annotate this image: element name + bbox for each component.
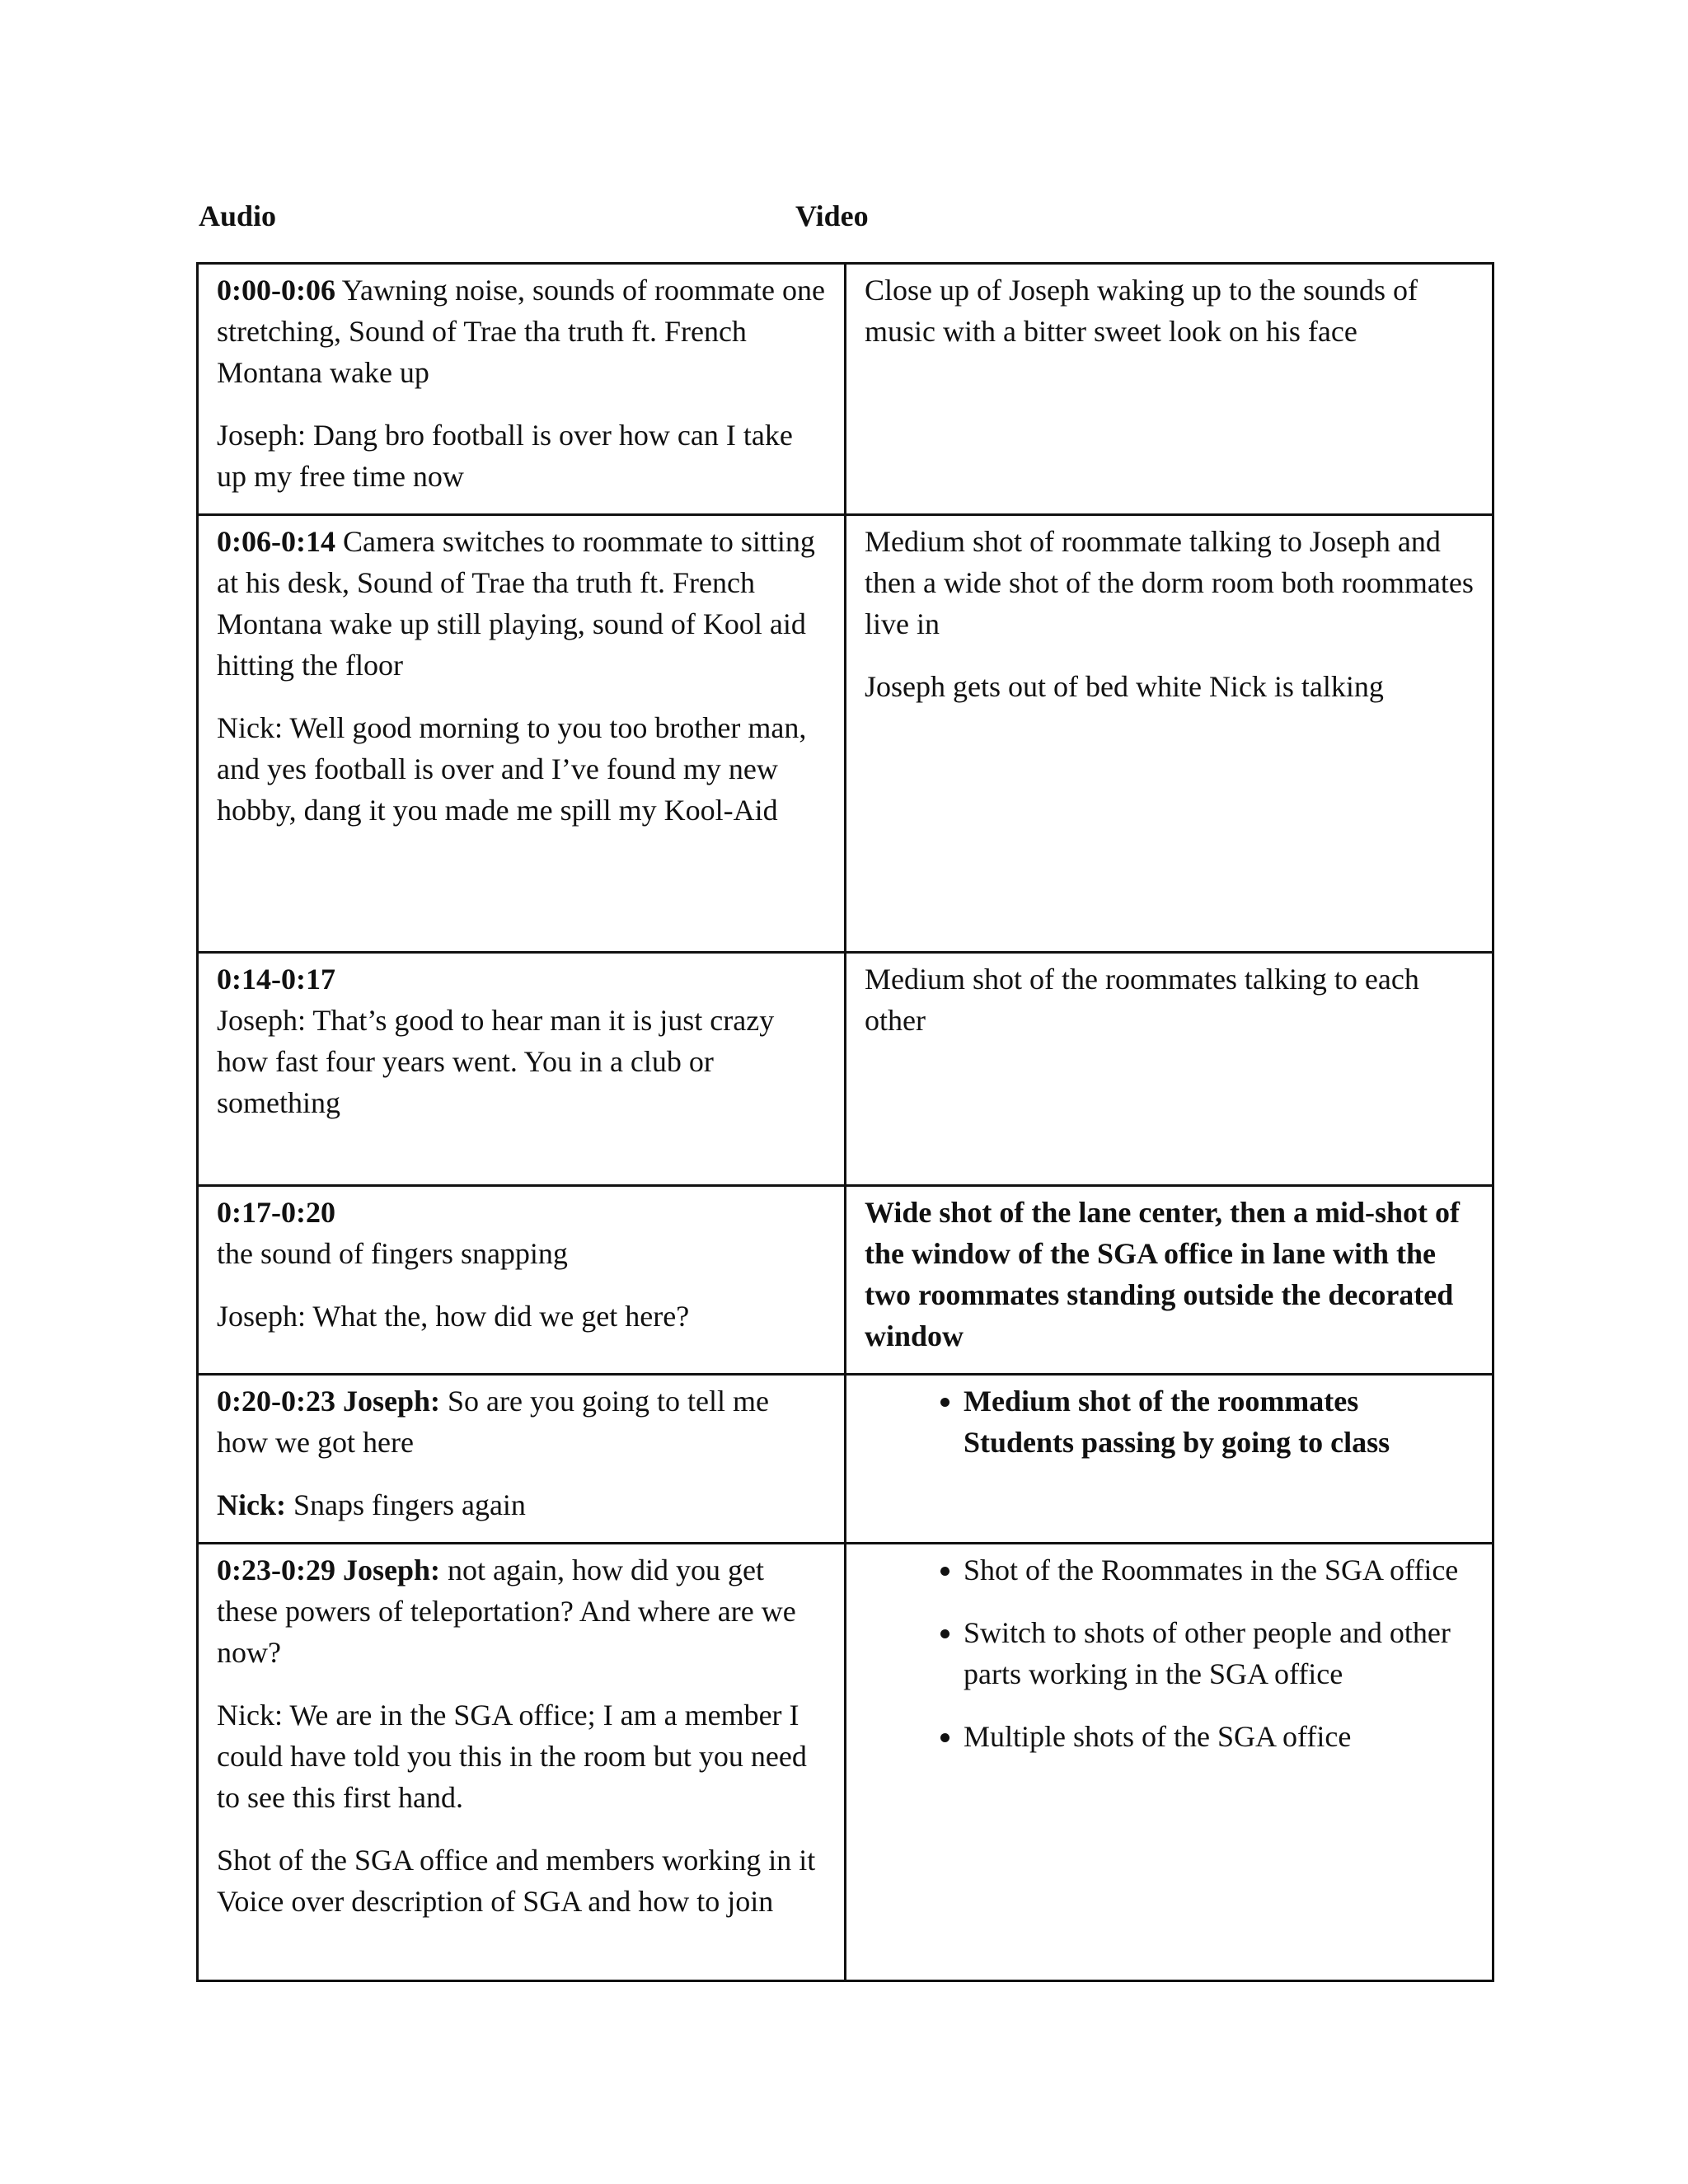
video-bullet: • Shot of the Roommates in the SGA office (964, 1549, 1474, 1591)
video-bullet: • Medium shot of the roommates Students passing by going to class (964, 1380, 1474, 1463)
audio-column-heading: Audio (199, 199, 277, 232)
dialogue-text: So are you going to tell me how we got here (217, 1385, 769, 1459)
audio-cell (198, 264, 846, 515)
table-row (198, 264, 1493, 515)
dialogue-line: Joseph: What the, how did we get here? (217, 1300, 690, 1333)
video-column-heading: Video (795, 199, 869, 232)
dialogue-line: Joseph: Dang bro football is over how can I take up my free time now (217, 419, 793, 493)
speaker-name: Joseph: (342, 1385, 440, 1418)
dialogue-line (217, 1380, 826, 1463)
table-row (198, 1544, 1493, 1981)
table-row (198, 1186, 1493, 1375)
speaker-name: Nick: (217, 1488, 286, 1521)
dialogue-line: Nick: We are in the SGA office; I am a member I could have told you this in the room but you need to see this first hand. (217, 1699, 807, 1814)
video-cell (846, 1375, 1493, 1544)
audio-cell (198, 515, 846, 953)
audio-cell (198, 1544, 846, 1981)
speaker-name: Joseph: (342, 1554, 440, 1586)
video-description: Medium shot of roommate talking to Joseph and then a wide shot of the dorm room both roommates live in (865, 525, 1474, 640)
audio-text: Yawning noise, sounds of roommate one stretching, Sound of Trae tha truth ft. French Montana wake up (217, 274, 825, 389)
video-bullet: • Multiple shots of the SGA office (964, 1716, 1474, 1757)
timestamp: 0:23-0:29 (217, 1554, 335, 1586)
dialogue-line: Joseph: That’s good to hear man it is just crazy how fast four years went. You in a club or something (217, 1004, 775, 1119)
dialogue-line (217, 1484, 826, 1526)
timestamp: 0:14-0:17 (217, 963, 335, 996)
video-description: Wide shot of the lane center, then a mid-shot of the window of the SGA office in lane with the two roommates standing outside the decorated window (865, 1196, 1460, 1352)
script-table (196, 262, 1494, 1982)
video-cell (846, 1186, 1493, 1375)
video-bullet-list (865, 1549, 1474, 1757)
table-row (198, 953, 1493, 1186)
dialogue-text: Snaps fingers again (286, 1488, 526, 1521)
dialogue-line (217, 1549, 826, 1673)
video-description: Close up of Joseph waking up to the sounds of music with a bitter sweet look on his face (865, 274, 1418, 348)
audio-text: Camera switches to roommate to sitting at his desk, Sound of Trae tha truth ft. French Montana wake up still playing, sound of Kool aid hitting the floor (217, 525, 815, 682)
video-cell (846, 264, 1493, 515)
video-cell (846, 953, 1493, 1186)
table-row (198, 1375, 1493, 1544)
audio-text: the sound of fingers snapping (217, 1237, 568, 1270)
audio-text: Shot of the SGA office and members working in it Voice over description of SGA and how to join (217, 1844, 816, 1918)
audio-paragraph (217, 269, 826, 393)
timestamp: 0:06-0:14 (217, 525, 335, 558)
audio-cell (198, 1186, 846, 1375)
video-cell (846, 515, 1493, 953)
audio-paragraph (217, 521, 826, 686)
video-cell (846, 1544, 1493, 1981)
video-description: Medium shot of the roommates talking to each other (865, 963, 1419, 1037)
dialogue-line: Nick: Well good morning to you too brother man, and yes football is over and I’ve found my new hobby, dang it you made me spill my Kool-Aid (217, 711, 807, 827)
timestamp: 0:17-0:20 (217, 1196, 335, 1229)
video-description: Joseph gets out of bed white Nick is talking (865, 670, 1384, 703)
timestamp: 0:00-0:06 (217, 274, 335, 307)
timestamp: 0:20-0:23 (217, 1385, 335, 1418)
audio-cell (198, 1375, 846, 1544)
dialogue-text: not again, how did you get these powers of teleportation? And where are we now? (217, 1554, 796, 1669)
video-bullet: • Switch to shots of other people and other parts working in the SGA office (964, 1612, 1474, 1694)
table-row (198, 515, 1493, 953)
audio-cell (198, 953, 846, 1186)
video-bullet-list (865, 1380, 1474, 1463)
